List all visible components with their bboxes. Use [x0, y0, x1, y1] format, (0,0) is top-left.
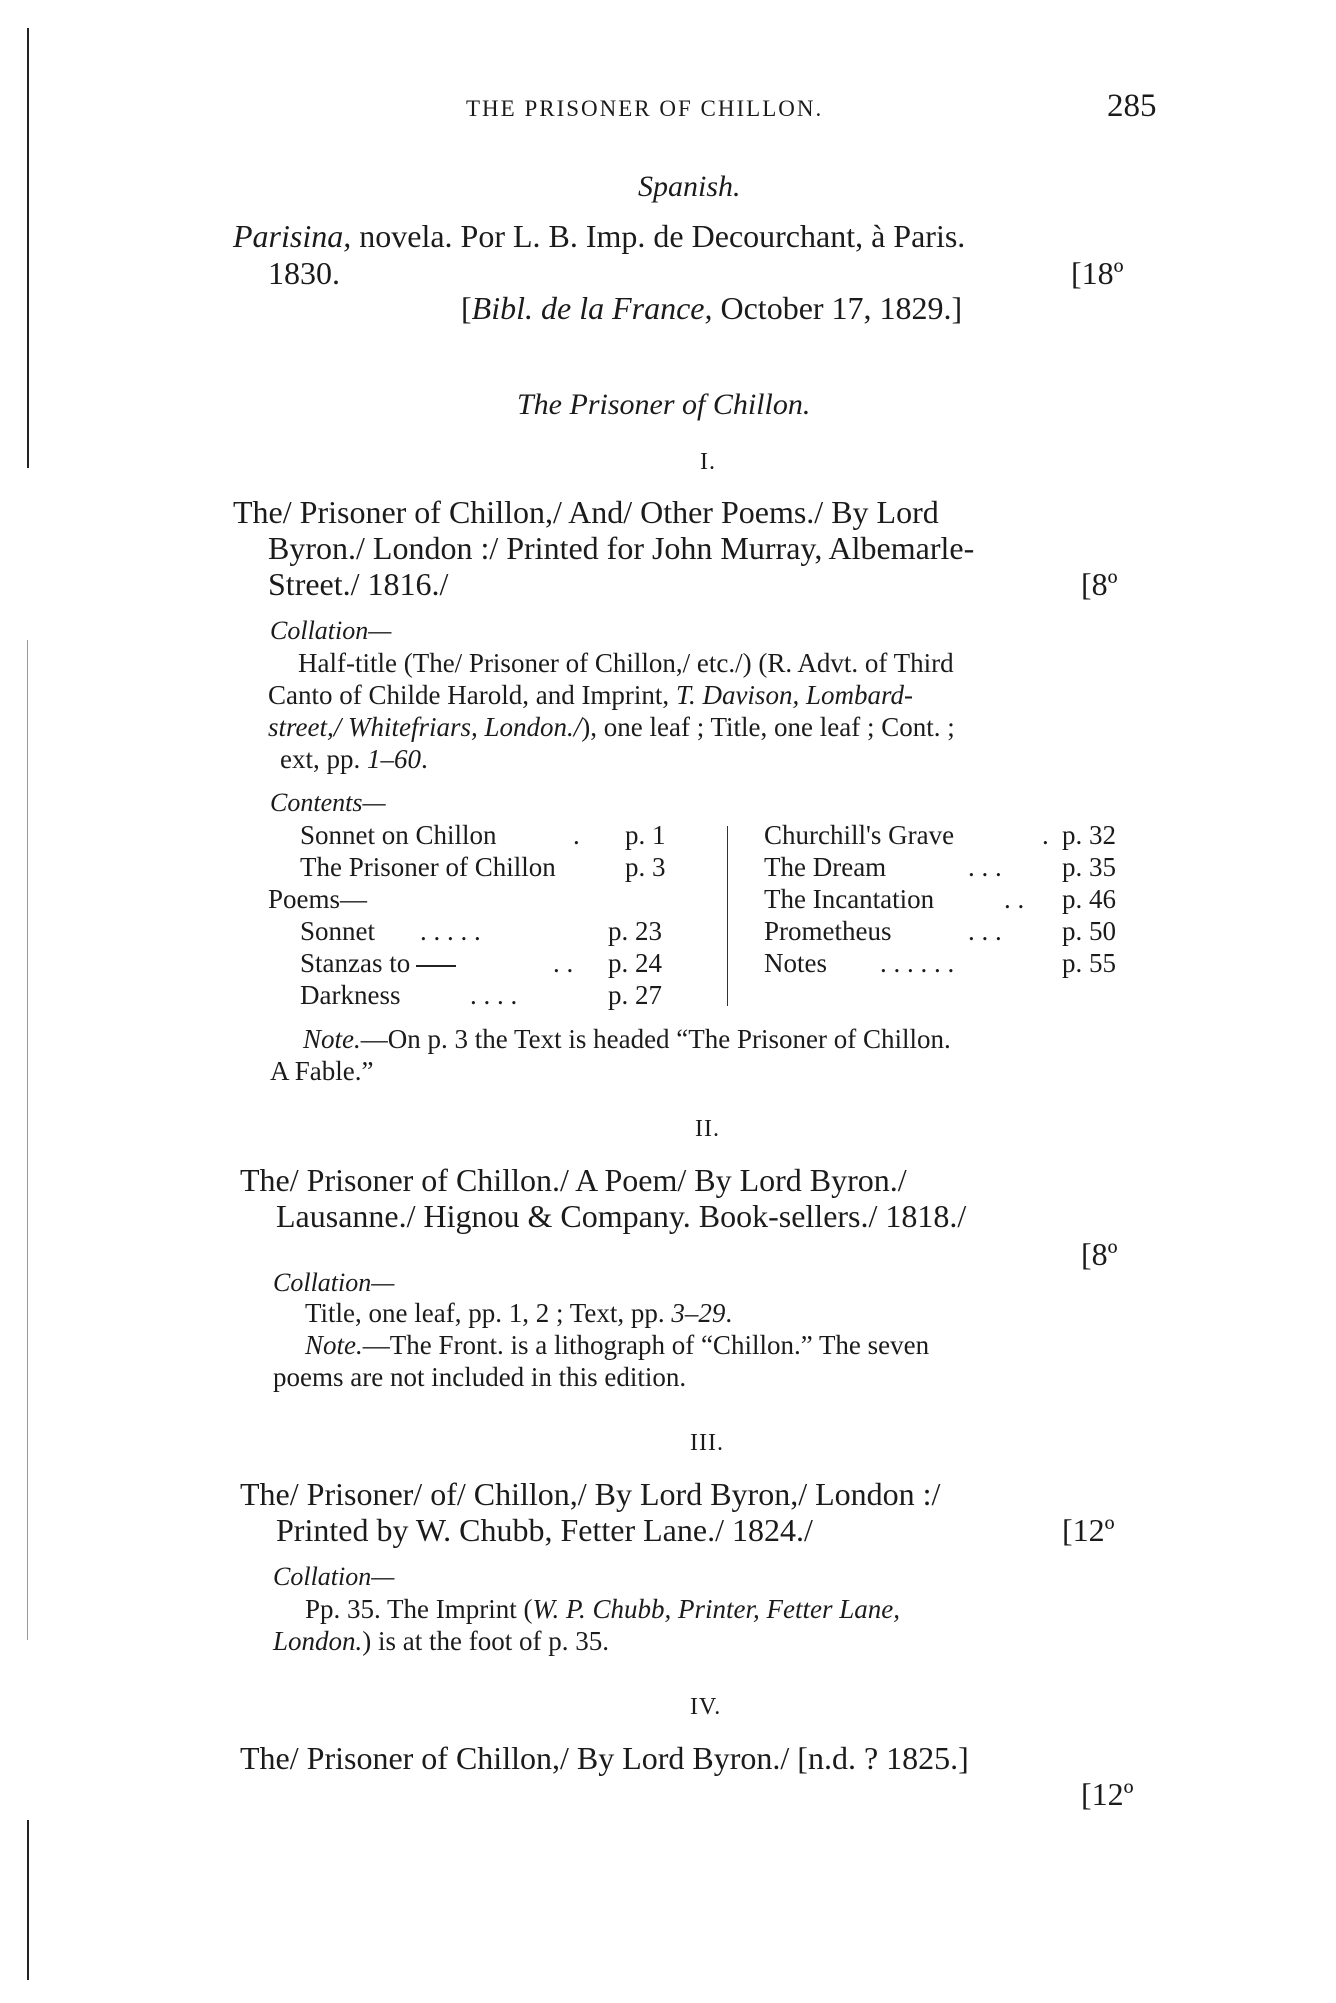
contents-left-page: p. 23 — [608, 916, 662, 946]
note-text: —The Front. is a lithograph of “Chillon.” The seven — [362, 1330, 930, 1360]
section-title: The Prisoner of Chillon. — [517, 388, 811, 421]
edition-3-format: [12º — [1062, 1512, 1115, 1548]
spanish-entry-line-1 — [233, 218, 965, 255]
entry-title: Notes — [764, 948, 827, 978]
ref-date: October 17, 1829.] — [712, 290, 963, 326]
pages-suffix: . — [725, 1298, 733, 1328]
edition-2-note-line-2: poems are not included in this edition. — [273, 1362, 687, 1392]
blank-dash — [416, 965, 456, 967]
edition-2-format: [8º — [1081, 1236, 1118, 1272]
contents-left-entry — [300, 820, 497, 851]
contents-right-dots: . . . . . . — [880, 948, 955, 978]
edition-3-numeral: III. — [690, 1430, 724, 1456]
contents-left-entry — [300, 852, 556, 883]
entry-title: The Incantation — [764, 884, 935, 914]
page-number: 285 — [1107, 88, 1157, 124]
entry-title: The Prisoner of Chillon — [300, 852, 556, 882]
edition-1-line-1: The/ Prisoner of Chillon,/ And/ Other Poems./ By Lord — [233, 494, 939, 530]
entry-title: Prometheus — [764, 916, 892, 946]
edition-1-note-line-1 — [303, 1024, 951, 1055]
contents-right-entry — [764, 948, 827, 979]
scan-edge-line-middle — [27, 640, 28, 1640]
contents-right-page: p. 46 — [1062, 884, 1116, 914]
edition-1-numeral: I. — [700, 449, 716, 475]
contents-left-page: p. 27 — [608, 980, 662, 1010]
contents-left-dots: . . — [553, 948, 574, 978]
spanish-reference — [461, 290, 962, 327]
edition-1-contents-label: Contents— — [270, 788, 386, 817]
pages-range: 1–60 — [367, 744, 421, 774]
contents-right-entry — [764, 916, 892, 947]
pages-prefix: ext, pp. — [280, 744, 367, 774]
edition-2-numeral: II. — [695, 1116, 720, 1142]
parisina-title: Parisina, — [233, 218, 352, 254]
contents-left-dots: . . . . . — [420, 916, 481, 946]
edition-1-collation-label: Collation— — [270, 616, 392, 645]
contents-column-divider — [727, 826, 728, 1006]
contents-right-dots: . . — [1004, 884, 1025, 914]
collation-text: Title, one leaf, pp. 1, 2 ; Text, pp. — [305, 1298, 672, 1328]
edition-2-collation-label: Collation— — [273, 1268, 395, 1297]
edition-4-line-1: The/ Prisoner of Chillon,/ By Lord Byron./ [n.d. ? 1825.] — [240, 1740, 969, 1776]
contents-right-entry — [764, 820, 954, 851]
entry-title: The Dream — [764, 852, 887, 882]
collation-text-cont: ) is at the foot of p. 35. — [362, 1626, 609, 1656]
contents-right-page: p. 50 — [1062, 916, 1116, 946]
edition-3-collation-label: Collation— — [273, 1562, 395, 1591]
edition-3-line-1: The/ Prisoner/ of/ Chillon,/ By Lord Byron,/ London :/ — [240, 1476, 941, 1512]
edition-1-line-3: Street./ 1816./ — [268, 566, 449, 602]
contents-right-entry — [764, 852, 886, 883]
entry-title: Stanzas to — [300, 948, 411, 978]
note-label: Note. — [303, 1024, 361, 1054]
imprint-italic-cont: London. — [273, 1626, 363, 1656]
contents-left-page: p. 24 — [608, 948, 662, 978]
edition-1-collation-line-1: Half-title (The/ Prisoner of Chillon,/ etc./) (R. Advt. of Third — [298, 648, 954, 678]
note-label: Note. — [305, 1330, 363, 1360]
edition-1-collation-line-2 — [268, 680, 913, 711]
spanish-heading: Spanish. — [638, 170, 741, 203]
edition-1-collation-line-4 — [280, 744, 428, 775]
imprint-italic-cont: street,/ Whitefriars, London./ — [268, 712, 582, 742]
collation-text-cont: ), one leaf ; Title, one leaf ; Cont. ; — [581, 712, 955, 742]
collation-text: Canto of Childe Harold, and Imprint, — [268, 680, 676, 710]
contents-right-dots: . — [1042, 820, 1049, 850]
edition-4-numeral: IV. — [690, 1694, 722, 1720]
contents-left-page: p. 3 — [625, 852, 666, 882]
note-text: —On p. 3 the Text is headed “The Prisoner of Chillon. — [360, 1024, 951, 1054]
spanish-publisher: novela. Por L. B. Imp. de Decourchant, à Paris. — [351, 218, 966, 254]
scan-edge-line-top — [27, 28, 29, 468]
edition-1-line-2: Byron./ London :/ Printed for John Murray, Albemarle- — [268, 530, 975, 566]
edition-2-line-1: The/ Prisoner of Chillon./ A Poem/ By Lord Byron./ — [240, 1162, 907, 1198]
contents-left-dots: . . . . — [470, 980, 518, 1010]
entry-title: Darkness — [300, 980, 401, 1010]
ref-bracket: [ — [461, 290, 472, 326]
entry-title: Sonnet — [300, 916, 376, 946]
contents-right-page: p. 55 — [1062, 948, 1116, 978]
imprint-italic: T. Davison, Lombard- — [675, 680, 913, 710]
imprint-italic: W. P. Chubb, Printer, Fetter Lane, — [532, 1594, 900, 1624]
edition-2-note-line-1 — [305, 1330, 929, 1361]
contents-left-entry — [300, 948, 462, 979]
edition-1-note-line-2: A Fable.” — [270, 1056, 374, 1086]
contents-right-dots: . . . — [968, 852, 1002, 882]
contents-right-page: p. 32 — [1062, 820, 1116, 850]
pages-suffix: . — [421, 744, 428, 774]
contents-left-page: p. 1 — [625, 820, 666, 850]
edition-1-collation-line-3 — [268, 712, 955, 743]
running-head: THE PRISONER OF CHILLON. — [466, 96, 824, 121]
edition-2-line-2: Lausanne./ Hignou & Company. Book-sellers./ 1818./ — [276, 1198, 967, 1234]
contents-left-group: Poems— — [268, 884, 368, 914]
edition-1-format: [8º — [1081, 566, 1118, 602]
spanish-format: [18º — [1071, 255, 1124, 291]
entry-title: Sonnet on Chillon — [300, 820, 497, 850]
entry-title: Churchill's Grave — [764, 820, 955, 850]
contents-left-entry — [300, 916, 375, 947]
pages-range: 3–29 — [671, 1298, 726, 1328]
edition-2-collation-line-1 — [305, 1298, 732, 1329]
edition-3-collation-line-2 — [273, 1626, 609, 1657]
edition-4-format: [12º — [1081, 1776, 1134, 1812]
edition-3-collation-line-1 — [305, 1594, 900, 1625]
contents-left-entry — [300, 980, 400, 1011]
scan-edge-line-bottom — [27, 1820, 29, 1980]
contents-right-dots: . . . — [968, 916, 1002, 946]
collation-text: Pp. 35. The Imprint ( — [305, 1594, 533, 1624]
ref-source: Bibl. de la France, — [471, 290, 713, 326]
contents-right-page: p. 35 — [1062, 852, 1116, 882]
edition-3-line-2: Printed by W. Chubb, Fetter Lane./ 1824./ — [276, 1512, 813, 1548]
contents-right-entry — [764, 884, 934, 915]
spanish-year: 1830. — [268, 255, 340, 291]
contents-left-dots: . — [573, 820, 580, 850]
